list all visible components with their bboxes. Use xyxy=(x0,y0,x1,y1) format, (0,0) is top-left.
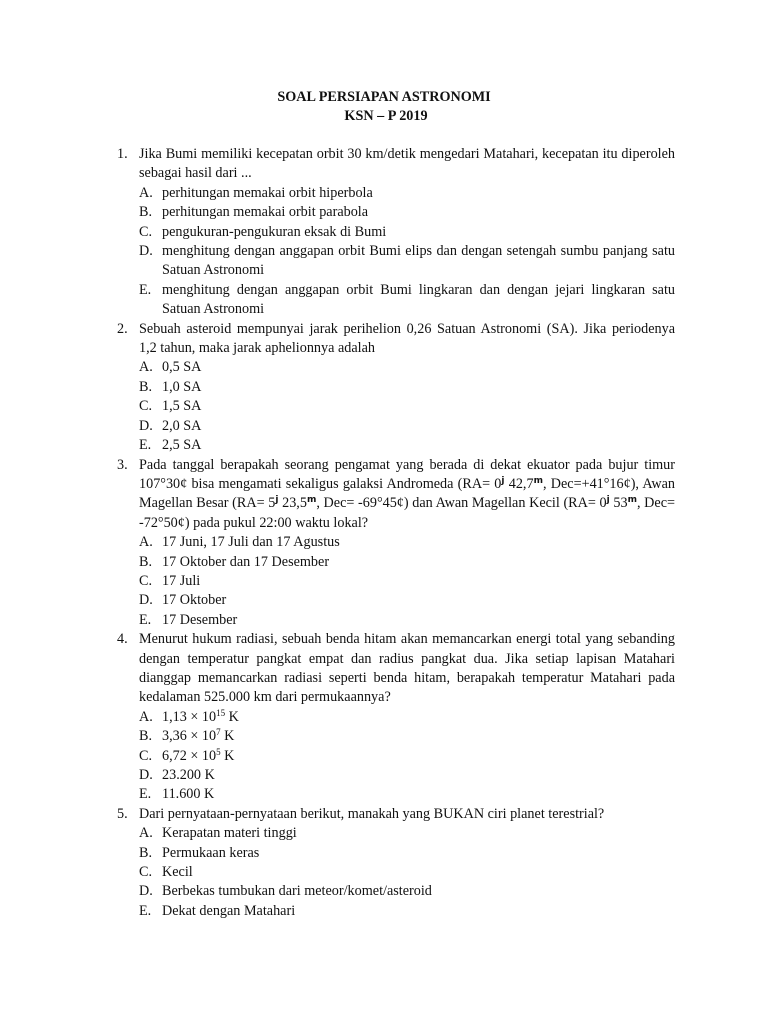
question-text xyxy=(139,456,675,534)
option-letter: C. xyxy=(139,398,153,415)
option-exponent: 7 xyxy=(216,727,221,738)
option-text: 2,5 SA xyxy=(162,437,202,454)
option-text: menghitung dengan anggapan orbit Bumi lingkaran dan dengan jejari lingkaran satu Satuan Astronomi xyxy=(162,281,675,318)
option-c xyxy=(139,863,675,882)
ra-minute-symbol: m xyxy=(306,495,317,506)
option-exponent: 15 xyxy=(216,707,226,718)
option-letter: E. xyxy=(139,281,152,298)
option-c xyxy=(139,747,675,766)
question-text: Dari pernyataan-pernyataan berikut, manakah yang BUKAN ciri planet terestrial? xyxy=(139,805,605,822)
option-text: menghitung dengan anggapan orbit Bumi elips dan dengan setengah sumbu panjang satu Satuan Astronomi xyxy=(162,243,675,279)
option-letter: E. xyxy=(139,902,152,919)
option-text: 2,0 SA xyxy=(162,417,202,434)
option-list xyxy=(139,533,675,630)
option-b xyxy=(139,844,675,863)
option-text: perhitungan memakai orbit hiperbola xyxy=(162,184,373,201)
option-unit: K xyxy=(225,708,239,725)
text-part: , Dec= -69°45¢) dan Awan Magellan Kecil (RA= 0 xyxy=(316,495,607,512)
option-letter: B. xyxy=(139,378,153,395)
option-text: 17 Juni, 17 Juli dan 17 Agustus xyxy=(162,534,340,551)
option-letter: E. xyxy=(139,786,152,803)
option-d xyxy=(139,591,675,610)
question-3 xyxy=(117,456,675,631)
option-exponent: 5 xyxy=(216,746,221,757)
option-base: 1,13 × 10 xyxy=(162,708,217,725)
option-e xyxy=(139,281,675,320)
option-letter: E. xyxy=(139,437,152,454)
option-text: 17 Oktober dan 17 Desember xyxy=(162,553,330,570)
option-text: 17 Desember xyxy=(162,611,238,628)
ra-hour-symbol: j xyxy=(606,495,610,506)
option-base: 6,72 × 10 xyxy=(162,747,217,764)
option-text: pengukuran-pengukuran eksak di Bumi xyxy=(162,223,387,240)
ra-hour-symbol: j xyxy=(275,495,279,506)
option-d xyxy=(139,242,675,281)
option-letter: B. xyxy=(139,553,153,570)
question-1 xyxy=(117,145,675,320)
text-part: , Dec=+41°16¢), Awan Magellan Besar (RA= 5 xyxy=(139,475,675,512)
question-list xyxy=(117,145,675,921)
option-text: 1,5 SA xyxy=(162,398,202,415)
option-letter: D. xyxy=(139,883,153,900)
option-letter: D. xyxy=(139,592,153,609)
option-e xyxy=(139,611,675,630)
option-d xyxy=(139,766,675,785)
option-text: Permukaan keras xyxy=(162,844,260,861)
option-letter: B. xyxy=(139,844,153,861)
question-number: 3. xyxy=(117,456,128,473)
option-d xyxy=(139,417,675,436)
option-letter: A. xyxy=(139,825,153,842)
option-unit: K xyxy=(220,747,235,764)
option-text: 23.200 K xyxy=(162,767,215,783)
option-text: 1,0 SA xyxy=(162,378,202,395)
option-e xyxy=(139,785,675,804)
option-c xyxy=(139,572,675,591)
option-text: Berbekas tumbukan dari meteor/komet/asteroid xyxy=(162,883,432,900)
option-letter: A. xyxy=(139,708,153,725)
page-title: SOAL PERSIAPAN ASTRONOMI xyxy=(277,89,491,105)
option-a xyxy=(139,708,675,727)
option-letter: A. xyxy=(139,184,153,201)
option-a xyxy=(139,533,675,552)
ra-minute-symbol: m xyxy=(627,495,637,506)
option-letter: D. xyxy=(139,417,153,434)
option-text: 0,5 SA xyxy=(162,359,202,376)
option-text: perhitungan memakai orbit parabola xyxy=(162,204,369,221)
option-b xyxy=(139,203,675,222)
option-letter: A. xyxy=(139,534,153,551)
question-number: 1. xyxy=(117,146,128,162)
option-letter: E. xyxy=(139,611,152,628)
option-letter: C. xyxy=(139,223,153,240)
option-a xyxy=(139,184,675,203)
option-e xyxy=(139,902,675,921)
option-letter: B. xyxy=(139,204,153,221)
option-base: 3,36 × 10 xyxy=(162,728,217,745)
option-c xyxy=(139,223,675,242)
option-b xyxy=(139,378,675,397)
option-letter: B. xyxy=(139,728,153,745)
option-list xyxy=(139,824,675,921)
text-part: 23,5 xyxy=(278,495,307,512)
option-text: 11.600 K xyxy=(162,786,215,803)
option-a xyxy=(139,358,675,377)
page-subtitle: KSN – P 2019 xyxy=(344,108,428,124)
option-text: Dekat dengan Matahari xyxy=(162,902,296,919)
text-part: Pada tanggal berapakah seorang pengamat yang berada di dekat ekuator pada bujur timur 107°30¢ bisa mengamati sekaligus galaksi Andromeda (RA= 0 xyxy=(139,456,675,492)
option-b xyxy=(139,727,675,746)
option-text: Kerapatan materi tinggi xyxy=(162,825,297,842)
question-text: Jika Bumi memiliki kecepatan orbit 30 km/detik mengedari Matahari, kecepatan itu diperoleh sebagai hasil dari ... xyxy=(139,146,675,182)
option-text: 17 Juli xyxy=(162,572,201,589)
option-letter: C. xyxy=(139,864,153,881)
text-part: 42,7 xyxy=(504,475,534,492)
option-list xyxy=(139,358,675,455)
option-letter: C. xyxy=(139,747,153,764)
question-number: 5. xyxy=(117,805,128,822)
option-unit: K xyxy=(220,728,235,745)
text-part: 53 xyxy=(609,495,628,512)
option-letter: A. xyxy=(139,359,153,376)
option-e xyxy=(139,436,675,455)
option-d xyxy=(139,882,675,901)
question-4 xyxy=(117,630,675,805)
ra-minute-symbol: m xyxy=(533,475,543,486)
option-text: 17 Oktober xyxy=(162,592,227,609)
question-text: Menurut hukum radiasi, sebuah benda hitam akan memancarkan energi total yang sebanding dengan temperatur pangkat empat dan radius pangkat dua. Jika setiap lapisan Matahari dianggap memancarkan radiasi seperti benda hitam, berapakah temperatur Matahari pada kedalaman 525.000 km dari permukaannya? xyxy=(139,631,675,706)
option-b xyxy=(139,553,675,572)
question-5 xyxy=(117,805,675,921)
text-part: , Dec= -72°50¢) pada pukul 22:00 waktu lokal? xyxy=(139,495,676,531)
question-2 xyxy=(117,320,675,456)
option-letter: C. xyxy=(139,572,153,589)
option-letter: D. xyxy=(139,243,153,260)
option-c xyxy=(139,397,675,416)
question-number: 4. xyxy=(117,631,128,648)
ra-hour-symbol: j xyxy=(501,475,505,486)
option-letter: D. xyxy=(139,767,153,783)
option-list xyxy=(139,708,675,805)
question-text: Sebuah asteroid mempunyai jarak perihelion 0,26 Satuan Astronomi (SA). Jika periodenya 1,2 tahun, maka jarak aphelionnya adalah xyxy=(139,320,675,357)
option-text: Kecil xyxy=(162,864,193,881)
option-a xyxy=(139,824,675,843)
option-list xyxy=(139,184,675,320)
question-number: 2. xyxy=(117,320,128,337)
